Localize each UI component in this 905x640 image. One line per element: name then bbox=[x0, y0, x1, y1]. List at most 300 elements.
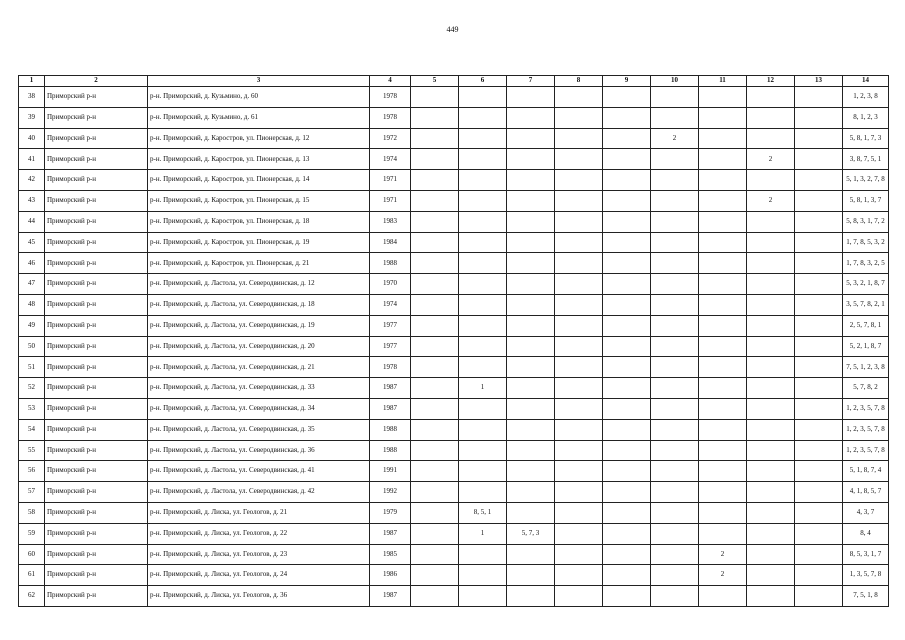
col6-cell bbox=[459, 544, 507, 565]
table-row bbox=[19, 294, 889, 315]
col7-cell bbox=[507, 190, 555, 211]
col13-cell bbox=[795, 232, 843, 253]
col8-cell bbox=[555, 440, 603, 461]
col8-cell bbox=[555, 398, 603, 419]
col10-cell bbox=[651, 502, 699, 523]
col14-cell: 3, 8, 7, 5, 1 bbox=[843, 149, 889, 170]
col13-cell bbox=[795, 294, 843, 315]
col10-cell bbox=[651, 419, 699, 440]
col14-cell: 5, 3, 2, 1, 8, 7 bbox=[843, 274, 889, 295]
col5-cell bbox=[411, 565, 459, 586]
col6-cell bbox=[459, 149, 507, 170]
address-cell: р-н. Приморский, д. Лиска, ул. Геологов, д. 23 bbox=[148, 544, 370, 565]
row-number-cell: 48 bbox=[19, 294, 45, 315]
col14-cell: 5, 1, 3, 2, 7, 8 bbox=[843, 170, 889, 191]
col8-cell bbox=[555, 461, 603, 482]
col10-cell bbox=[651, 190, 699, 211]
year-cell: 1984 bbox=[370, 232, 411, 253]
col5-cell bbox=[411, 523, 459, 544]
col10-cell bbox=[651, 232, 699, 253]
table-row bbox=[19, 336, 889, 357]
address-cell: р-н. Приморский, д. Ластола, ул. Северодвинская, д. 42 bbox=[148, 482, 370, 503]
address-cell: р-н. Приморский, д. Кузьмино, д. 60 bbox=[148, 87, 370, 108]
year-cell: 1978 bbox=[370, 87, 411, 108]
col9-cell bbox=[603, 294, 651, 315]
address-cell: р-н. Приморский, д. Ластола, ул. Северодвинская, д. 41 bbox=[148, 461, 370, 482]
column-header: 8 bbox=[555, 76, 603, 87]
col9-cell bbox=[603, 211, 651, 232]
col7-cell bbox=[507, 315, 555, 336]
table-row bbox=[19, 107, 889, 128]
col5-cell bbox=[411, 482, 459, 503]
address-cell: р-н. Приморский, д. Ластола, ул. Северодвинская, д. 36 bbox=[148, 440, 370, 461]
col11-cell: 2 bbox=[699, 565, 747, 586]
row-number-cell: 45 bbox=[19, 232, 45, 253]
col5-cell bbox=[411, 149, 459, 170]
row-number-cell: 56 bbox=[19, 461, 45, 482]
col10-cell bbox=[651, 170, 699, 191]
year-cell: 1977 bbox=[370, 336, 411, 357]
year-cell: 1978 bbox=[370, 357, 411, 378]
year-cell: 1991 bbox=[370, 461, 411, 482]
col12-cell bbox=[747, 232, 795, 253]
col6-cell bbox=[459, 461, 507, 482]
column-header: 9 bbox=[603, 76, 651, 87]
year-cell: 1988 bbox=[370, 440, 411, 461]
year-cell: 1971 bbox=[370, 170, 411, 191]
address-cell: р-н. Приморский, д. Кузьмино, д. 61 bbox=[148, 107, 370, 128]
col13-cell bbox=[795, 523, 843, 544]
col9-cell bbox=[603, 482, 651, 503]
col11-cell bbox=[699, 586, 747, 607]
col13-cell bbox=[795, 170, 843, 191]
table-row bbox=[19, 523, 889, 544]
col7-cell bbox=[507, 274, 555, 295]
col8-cell bbox=[555, 523, 603, 544]
col10-cell bbox=[651, 87, 699, 108]
col9-cell bbox=[603, 440, 651, 461]
col8-cell bbox=[555, 149, 603, 170]
col11-cell bbox=[699, 398, 747, 419]
col13-cell bbox=[795, 107, 843, 128]
col11-cell bbox=[699, 253, 747, 274]
table-row bbox=[19, 398, 889, 419]
col12-cell bbox=[747, 482, 795, 503]
table-row bbox=[19, 170, 889, 191]
col6-cell bbox=[459, 274, 507, 295]
col6-cell bbox=[459, 398, 507, 419]
address-cell: р-н. Приморский, д. Лиска, ул. Геологов, д. 21 bbox=[148, 502, 370, 523]
col8-cell bbox=[555, 274, 603, 295]
column-header: 14 bbox=[843, 76, 889, 87]
col8-cell bbox=[555, 502, 603, 523]
table-row bbox=[19, 357, 889, 378]
district-cell: Приморский р-н bbox=[45, 523, 148, 544]
address-cell: р-н. Приморский, д. Каростров, ул. Пионерская, д. 14 bbox=[148, 170, 370, 191]
col8-cell bbox=[555, 544, 603, 565]
column-header: 10 bbox=[651, 76, 699, 87]
district-cell: Приморский р-н bbox=[45, 253, 148, 274]
table-row bbox=[19, 149, 889, 170]
address-cell: р-н. Приморский, д. Ластола, ул. Северодвинская, д. 35 bbox=[148, 419, 370, 440]
col5-cell bbox=[411, 190, 459, 211]
col8-cell bbox=[555, 294, 603, 315]
row-number-cell: 61 bbox=[19, 565, 45, 586]
col10-cell bbox=[651, 565, 699, 586]
address-cell: р-н. Приморский, д. Каростров, ул. Пионерская, д. 18 bbox=[148, 211, 370, 232]
col7-cell bbox=[507, 502, 555, 523]
col13-cell bbox=[795, 274, 843, 295]
col6-cell bbox=[459, 87, 507, 108]
column-header: 3 bbox=[148, 76, 370, 87]
district-cell: Приморский р-н bbox=[45, 315, 148, 336]
address-cell: р-н. Приморский, д. Лиска, ул. Геологов, д. 36 bbox=[148, 586, 370, 607]
district-cell: Приморский р-н bbox=[45, 232, 148, 253]
col7-cell bbox=[507, 87, 555, 108]
col10-cell bbox=[651, 378, 699, 399]
column-header: 6 bbox=[459, 76, 507, 87]
district-cell: Приморский р-н bbox=[45, 107, 148, 128]
col8-cell bbox=[555, 586, 603, 607]
col11-cell bbox=[699, 336, 747, 357]
col6-cell: 8, 5, 1 bbox=[459, 502, 507, 523]
row-number-cell: 62 bbox=[19, 586, 45, 607]
col9-cell bbox=[603, 502, 651, 523]
row-number-cell: 53 bbox=[19, 398, 45, 419]
district-cell: Приморский р-н bbox=[45, 482, 148, 503]
col10-cell bbox=[651, 211, 699, 232]
col6-cell bbox=[459, 211, 507, 232]
col12-cell bbox=[747, 586, 795, 607]
year-cell: 1983 bbox=[370, 211, 411, 232]
col8-cell bbox=[555, 253, 603, 274]
col14-cell: 8, 4 bbox=[843, 523, 889, 544]
col14-cell: 5, 1, 8, 7, 4 bbox=[843, 461, 889, 482]
col11-cell bbox=[699, 190, 747, 211]
col12-cell bbox=[747, 211, 795, 232]
col13-cell bbox=[795, 419, 843, 440]
col11-cell bbox=[699, 523, 747, 544]
col6-cell bbox=[459, 357, 507, 378]
col5-cell bbox=[411, 87, 459, 108]
col6-cell bbox=[459, 440, 507, 461]
col5-cell bbox=[411, 357, 459, 378]
col14-cell: 1, 2, 3, 8 bbox=[843, 87, 889, 108]
row-number-cell: 46 bbox=[19, 253, 45, 274]
col13-cell bbox=[795, 336, 843, 357]
row-number-cell: 38 bbox=[19, 87, 45, 108]
col5-cell bbox=[411, 232, 459, 253]
row-number-cell: 47 bbox=[19, 274, 45, 295]
year-cell: 1972 bbox=[370, 128, 411, 149]
column-header: 2 bbox=[45, 76, 148, 87]
district-cell: Приморский р-н bbox=[45, 419, 148, 440]
column-header-row bbox=[19, 76, 889, 87]
col12-cell bbox=[747, 440, 795, 461]
year-cell: 1978 bbox=[370, 107, 411, 128]
col5-cell bbox=[411, 461, 459, 482]
district-cell: Приморский р-н bbox=[45, 336, 148, 357]
col7-cell bbox=[507, 544, 555, 565]
col9-cell bbox=[603, 315, 651, 336]
address-cell: р-н. Приморский, д. Ластола, ул. Северодвинская, д. 19 bbox=[148, 315, 370, 336]
col12-cell bbox=[747, 87, 795, 108]
col13-cell bbox=[795, 440, 843, 461]
col5-cell bbox=[411, 294, 459, 315]
district-cell: Приморский р-н bbox=[45, 128, 148, 149]
district-cell: Приморский р-н bbox=[45, 461, 148, 482]
col12-cell bbox=[747, 419, 795, 440]
col13-cell bbox=[795, 149, 843, 170]
col7-cell bbox=[507, 586, 555, 607]
address-cell: р-н. Приморский, д. Каростров, ул. Пионерская, д. 15 bbox=[148, 190, 370, 211]
col11-cell bbox=[699, 357, 747, 378]
col11-cell bbox=[699, 315, 747, 336]
col12-cell: 2 bbox=[747, 190, 795, 211]
table-row bbox=[19, 378, 889, 399]
col9-cell bbox=[603, 232, 651, 253]
col5-cell bbox=[411, 440, 459, 461]
year-cell: 1971 bbox=[370, 190, 411, 211]
col5-cell bbox=[411, 253, 459, 274]
year-cell: 1987 bbox=[370, 523, 411, 544]
table-row bbox=[19, 586, 889, 607]
district-cell: Приморский р-н bbox=[45, 87, 148, 108]
district-cell: Приморский р-н bbox=[45, 357, 148, 378]
district-cell: Приморский р-н bbox=[45, 170, 148, 191]
col9-cell bbox=[603, 170, 651, 191]
col14-cell: 8, 5, 3, 1, 7 bbox=[843, 544, 889, 565]
col11-cell bbox=[699, 274, 747, 295]
row-number-cell: 40 bbox=[19, 128, 45, 149]
col14-cell: 1, 7, 8, 3, 2, 5 bbox=[843, 253, 889, 274]
col9-cell bbox=[603, 544, 651, 565]
column-header: 12 bbox=[747, 76, 795, 87]
address-cell: р-н. Приморский, д. Ластола, ул. Северодвинская, д. 34 bbox=[148, 398, 370, 419]
table-row bbox=[19, 253, 889, 274]
column-header: 7 bbox=[507, 76, 555, 87]
year-cell: 1988 bbox=[370, 253, 411, 274]
col9-cell bbox=[603, 378, 651, 399]
col9-cell bbox=[603, 419, 651, 440]
year-cell: 1970 bbox=[370, 274, 411, 295]
col11-cell bbox=[699, 294, 747, 315]
address-cell: р-н. Приморский, д. Лиска, ул. Геологов, д. 24 bbox=[148, 565, 370, 586]
col7-cell bbox=[507, 565, 555, 586]
page-number: 449 bbox=[446, 25, 459, 34]
col9-cell bbox=[603, 274, 651, 295]
col11-cell bbox=[699, 149, 747, 170]
district-cell: Приморский р-н bbox=[45, 274, 148, 295]
col11-cell bbox=[699, 232, 747, 253]
year-cell: 1974 bbox=[370, 149, 411, 170]
year-cell: 1985 bbox=[370, 544, 411, 565]
col10-cell bbox=[651, 523, 699, 544]
address-cell: р-н. Приморский, д. Ластола, ул. Северодвинская, д. 21 bbox=[148, 357, 370, 378]
row-number-cell: 58 bbox=[19, 502, 45, 523]
col7-cell bbox=[507, 170, 555, 191]
col8-cell bbox=[555, 232, 603, 253]
col13-cell bbox=[795, 253, 843, 274]
year-cell: 1987 bbox=[370, 586, 411, 607]
col5-cell bbox=[411, 107, 459, 128]
address-cell: р-н. Приморский, д. Каростров, ул. Пионерская, д. 12 bbox=[148, 128, 370, 149]
col13-cell bbox=[795, 211, 843, 232]
col7-cell bbox=[507, 378, 555, 399]
col9-cell bbox=[603, 461, 651, 482]
col10-cell bbox=[651, 544, 699, 565]
col7-cell bbox=[507, 128, 555, 149]
col7-cell bbox=[507, 294, 555, 315]
col5-cell bbox=[411, 128, 459, 149]
year-cell: 1977 bbox=[370, 315, 411, 336]
col12-cell bbox=[747, 378, 795, 399]
col10-cell bbox=[651, 461, 699, 482]
row-number-cell: 49 bbox=[19, 315, 45, 336]
col10-cell: 2 bbox=[651, 128, 699, 149]
col8-cell bbox=[555, 211, 603, 232]
row-number-cell: 57 bbox=[19, 482, 45, 503]
col8-cell bbox=[555, 87, 603, 108]
district-cell: Приморский р-н bbox=[45, 211, 148, 232]
col9-cell bbox=[603, 190, 651, 211]
col13-cell bbox=[795, 502, 843, 523]
col7-cell bbox=[507, 419, 555, 440]
year-cell: 1986 bbox=[370, 565, 411, 586]
col6-cell bbox=[459, 107, 507, 128]
address-cell: р-н. Приморский, д. Каростров, ул. Пионерская, д. 19 bbox=[148, 232, 370, 253]
col13-cell bbox=[795, 565, 843, 586]
year-cell: 1988 bbox=[370, 419, 411, 440]
district-cell: Приморский р-н bbox=[45, 544, 148, 565]
col8-cell bbox=[555, 170, 603, 191]
col14-cell: 1, 2, 3, 5, 7, 8 bbox=[843, 440, 889, 461]
col5-cell bbox=[411, 586, 459, 607]
col8-cell bbox=[555, 190, 603, 211]
table-row bbox=[19, 482, 889, 503]
col6-cell bbox=[459, 294, 507, 315]
col9-cell bbox=[603, 107, 651, 128]
table-row bbox=[19, 502, 889, 523]
col13-cell bbox=[795, 87, 843, 108]
col14-cell: 1, 2, 3, 5, 7, 8 bbox=[843, 419, 889, 440]
table-row bbox=[19, 544, 889, 565]
table-row bbox=[19, 87, 889, 108]
address-cell: р-н. Приморский, д. Ластола, ул. Северодвинская, д. 18 bbox=[148, 294, 370, 315]
row-number-cell: 43 bbox=[19, 190, 45, 211]
col7-cell bbox=[507, 482, 555, 503]
row-number-cell: 44 bbox=[19, 211, 45, 232]
col5-cell bbox=[411, 315, 459, 336]
col6-cell: 1 bbox=[459, 378, 507, 399]
col14-cell: 5, 8, 1, 3, 7 bbox=[843, 190, 889, 211]
address-cell: р-н. Приморский, д. Ластола, ул. Северодвинская, д. 12 bbox=[148, 274, 370, 295]
col7-cell bbox=[507, 357, 555, 378]
row-number-cell: 42 bbox=[19, 170, 45, 191]
table-row bbox=[19, 190, 889, 211]
col10-cell bbox=[651, 294, 699, 315]
col6-cell bbox=[459, 232, 507, 253]
col11-cell bbox=[699, 502, 747, 523]
col12-cell bbox=[747, 274, 795, 295]
col13-cell bbox=[795, 190, 843, 211]
col10-cell bbox=[651, 586, 699, 607]
district-cell: Приморский р-н bbox=[45, 440, 148, 461]
col13-cell bbox=[795, 544, 843, 565]
row-number-cell: 50 bbox=[19, 336, 45, 357]
col12-cell bbox=[747, 107, 795, 128]
col11-cell bbox=[699, 378, 747, 399]
col9-cell bbox=[603, 523, 651, 544]
col9-cell bbox=[603, 565, 651, 586]
col13-cell bbox=[795, 461, 843, 482]
district-cell: Приморский р-н bbox=[45, 565, 148, 586]
col13-cell bbox=[795, 315, 843, 336]
col7-cell bbox=[507, 211, 555, 232]
row-number-cell: 51 bbox=[19, 357, 45, 378]
col5-cell bbox=[411, 274, 459, 295]
year-cell: 1974 bbox=[370, 294, 411, 315]
col5-cell bbox=[411, 419, 459, 440]
col12-cell bbox=[747, 315, 795, 336]
col14-cell: 7, 5, 1, 2, 3, 8 bbox=[843, 357, 889, 378]
col14-cell: 4, 3, 7 bbox=[843, 502, 889, 523]
col9-cell bbox=[603, 336, 651, 357]
col8-cell bbox=[555, 482, 603, 503]
col10-cell bbox=[651, 253, 699, 274]
col11-cell bbox=[699, 211, 747, 232]
district-cell: Приморский р-н bbox=[45, 586, 148, 607]
col11-cell bbox=[699, 128, 747, 149]
col9-cell bbox=[603, 357, 651, 378]
col6-cell bbox=[459, 253, 507, 274]
col8-cell bbox=[555, 419, 603, 440]
col6-cell bbox=[459, 419, 507, 440]
col14-cell: 5, 2, 1, 8, 7 bbox=[843, 336, 889, 357]
district-cell: Приморский р-н bbox=[45, 502, 148, 523]
col10-cell bbox=[651, 398, 699, 419]
col8-cell bbox=[555, 336, 603, 357]
column-header: 4 bbox=[370, 76, 411, 87]
col11-cell: 2 bbox=[699, 544, 747, 565]
year-cell: 1987 bbox=[370, 398, 411, 419]
column-header: 1 bbox=[19, 76, 45, 87]
col12-cell bbox=[747, 253, 795, 274]
row-number-cell: 60 bbox=[19, 544, 45, 565]
col9-cell bbox=[603, 149, 651, 170]
col8-cell bbox=[555, 378, 603, 399]
col5-cell bbox=[411, 336, 459, 357]
col7-cell: 5, 7, 3 bbox=[507, 523, 555, 544]
col6-cell: 1 bbox=[459, 523, 507, 544]
table-body bbox=[19, 87, 889, 607]
col14-cell: 1, 3, 5, 7, 8 bbox=[843, 565, 889, 586]
col12-cell bbox=[747, 565, 795, 586]
col6-cell bbox=[459, 190, 507, 211]
col12-cell bbox=[747, 502, 795, 523]
col8-cell bbox=[555, 357, 603, 378]
col5-cell bbox=[411, 544, 459, 565]
col14-cell: 5, 8, 1, 7, 3 bbox=[843, 128, 889, 149]
table-row bbox=[19, 128, 889, 149]
col11-cell bbox=[699, 482, 747, 503]
col12-cell bbox=[747, 523, 795, 544]
table-row bbox=[19, 565, 889, 586]
year-cell: 1979 bbox=[370, 502, 411, 523]
col12-cell bbox=[747, 128, 795, 149]
table-row bbox=[19, 274, 889, 295]
col13-cell bbox=[795, 378, 843, 399]
